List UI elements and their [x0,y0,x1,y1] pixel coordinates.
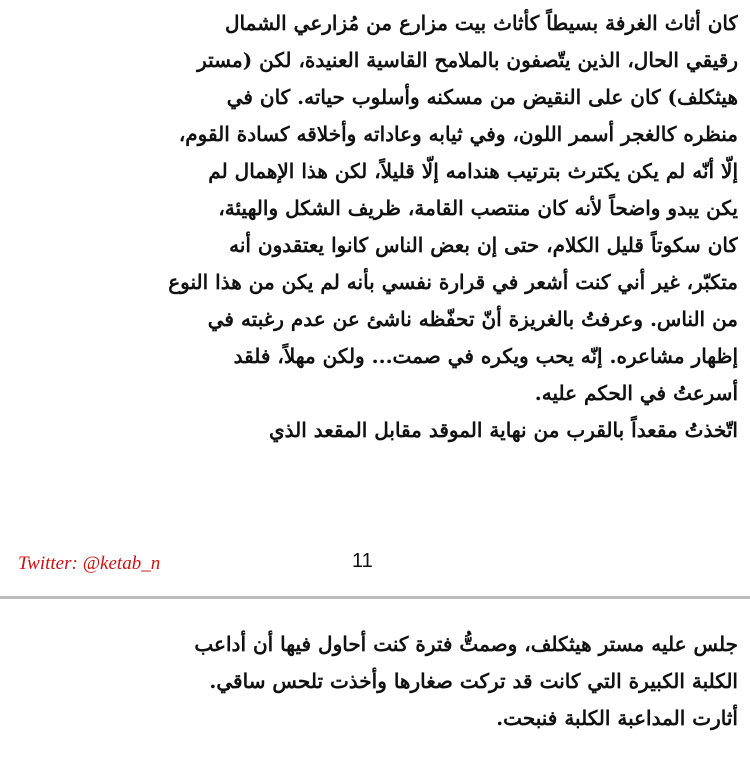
text-line: جلس عليه مستر هيثكلف، وصمتُّ فترة كنت أحاول فيها أن أداعب [194,632,738,656]
text-line: كان أثاث الغرفة بسيطاً كأثاث بيت مزارع من مُزارعي الشمال [225,11,738,35]
text-line: رقيقي الحال، الذين يتّصفون بالملامح القاسية العنيدة، لكن (مستر [197,48,738,72]
page-number: 11 [352,550,373,572]
text-line: أثارت المداعبة الكلبة فنبحت. [496,706,738,730]
text-line: إظهار مشاعره. إنّه يحب ويكره في صمت... ولكن مهلاً، فلقد [233,344,738,368]
bottom-page-text [62,626,738,737]
text-line: الكلبة الكبيرة التي كانت قد تركت صغارها وأخذت تلحس ساقي. [209,669,738,693]
twitter-handle-footer: Twitter: @ketab_n [18,553,161,574]
text-line: منظره كالغجر أسمر اللون، وفي ثيابه وعاداته وأخلاقه كسادة القوم، [178,122,738,146]
text-line: إلّا أنّه لم يكن يكترث بترتيب هندامه إلّا قليلاً، لكن هذا الإهمال لم [208,159,738,183]
text-line: يكن يبدو واضحاً لأنه كان منتصب القامة، ظريف الشكل والهيئة، [218,196,738,220]
text-line: متكبّر، غير أني كنت أشعر في قرارة نفسي بأنه لم يكن من هذا النوع [168,270,738,294]
text-line: هيثكلف) كان على النقيض من مسكنه وأسلوب حياته. كان في [226,85,738,109]
text-line: من الناس. وعرفتُ بالغريزة أنّ تحفّظه ناشئ عن عدم رغبته في [207,307,738,331]
text-line: أسرعتُ في الحكم عليه. [534,381,738,405]
text-line: اتّخذتُ مقعداً بالقرب من نهاية الموقد مقابل المقعد الذي [269,418,738,442]
text-line: كان سكوتاً قليل الكلام، حتى إن بعض الناس كانوا يعتقدون أنه [229,233,738,257]
top-page-text [62,5,738,449]
